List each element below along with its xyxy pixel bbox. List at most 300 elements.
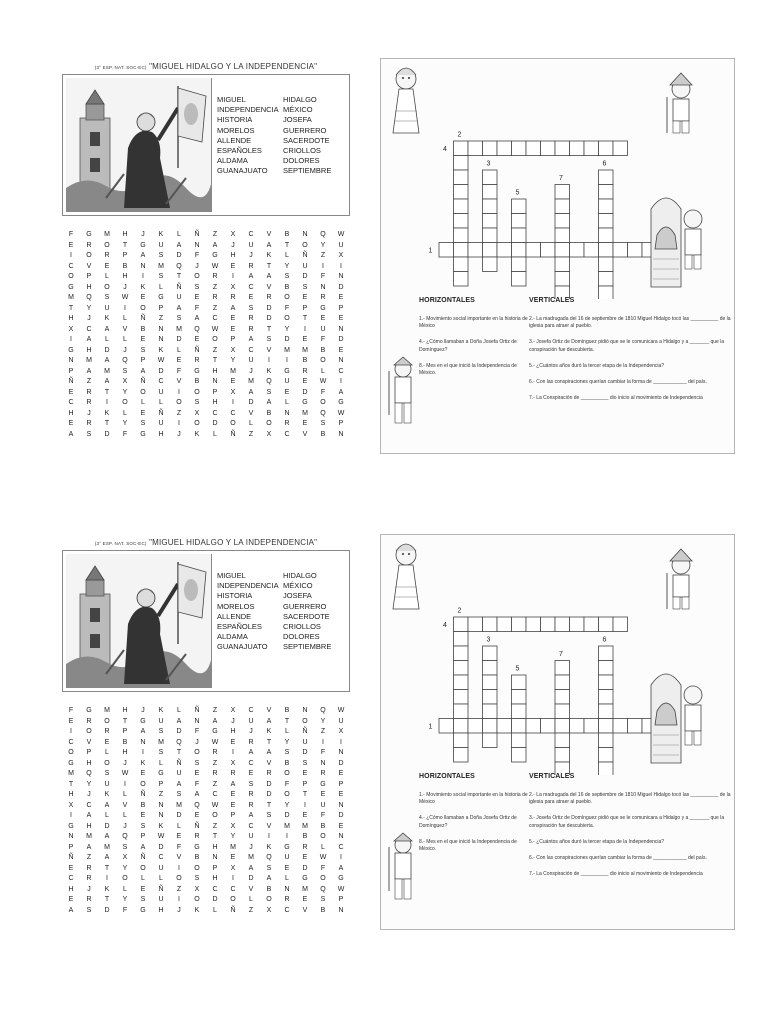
word-search-letter[interactable]: X: [338, 252, 344, 259]
word-search-letter[interactable]: H: [212, 843, 218, 851]
word-search-letter[interactable]: Y: [230, 357, 236, 364]
crossword-cell[interactable]: [526, 719, 541, 734]
crossword-cell[interactable]: [555, 704, 570, 719]
word-search-letter[interactable]: O: [320, 875, 326, 882]
crossword-cell[interactable]: [555, 719, 570, 734]
word-search-letter[interactable]: S: [86, 906, 92, 914]
crossword-cell[interactable]: [454, 675, 469, 690]
crossword-cell[interactable]: [555, 272, 570, 287]
crossword-cell[interactable]: [454, 170, 469, 185]
word-search-letter[interactable]: E: [302, 812, 308, 819]
word-search-letter[interactable]: E: [194, 812, 200, 819]
word-search-letter[interactable]: M: [284, 346, 290, 354]
word-search-letter[interactable]: L: [321, 367, 325, 375]
word-search-letter[interactable]: B: [194, 854, 200, 861]
word-search-letter[interactable]: Q: [266, 854, 272, 861]
word-search-letter[interactable]: N: [338, 801, 344, 809]
word-search-letter[interactable]: W: [337, 707, 345, 714]
word-search-letter[interactable]: R: [248, 801, 254, 809]
word-search-letter[interactable]: U: [302, 738, 308, 746]
word-search-letter[interactable]: O: [302, 241, 308, 249]
word-search-letter[interactable]: I: [340, 854, 342, 861]
word-search-letter[interactable]: E: [320, 791, 326, 798]
word-search-letter[interactable]: P: [86, 749, 92, 756]
word-search-letter[interactable]: P: [230, 336, 236, 343]
word-search-letter[interactable]: B: [122, 262, 128, 270]
word-search-letter[interactable]: Z: [212, 707, 218, 714]
word-search-letter[interactable]: R: [248, 315, 254, 322]
word-search-letter[interactable]: L: [123, 409, 127, 417]
word-search-letter[interactable]: E: [230, 801, 236, 809]
word-search-letter[interactable]: T: [68, 780, 74, 788]
word-search-letter[interactable]: M: [104, 707, 110, 714]
word-search-letter[interactable]: M: [68, 770, 74, 777]
word-search-letter[interactable]: O: [320, 357, 326, 364]
word-search-letter[interactable]: D: [248, 875, 254, 882]
word-search-letter[interactable]: I: [340, 738, 342, 746]
word-search-letter[interactable]: U: [320, 325, 326, 333]
word-search-letter[interactable]: E: [230, 854, 236, 861]
word-search-letter[interactable]: Z: [86, 378, 92, 385]
word-search-letter[interactable]: F: [194, 780, 200, 788]
word-search-letter[interactable]: T: [122, 241, 128, 249]
word-search-letter[interactable]: O: [122, 875, 128, 882]
word-search-letter[interactable]: I: [70, 812, 72, 819]
word-search-letter[interactable]: P: [230, 812, 236, 819]
word-search-letter[interactable]: K: [158, 346, 164, 354]
word-search-letter[interactable]: I: [106, 399, 108, 406]
word-search-letter[interactable]: V: [266, 283, 272, 291]
crossword-cell[interactable]: [454, 704, 469, 719]
word-search-letter[interactable]: O: [230, 896, 236, 903]
word-search-letter[interactable]: C: [212, 791, 218, 798]
word-search-letter[interactable]: G: [68, 283, 74, 291]
word-search-letter[interactable]: K: [104, 409, 110, 417]
word-search-letter[interactable]: O: [68, 749, 74, 756]
crossword-cell[interactable]: [483, 243, 498, 258]
word-search-letter[interactable]: N: [158, 812, 164, 819]
word-search-letter[interactable]: E: [104, 262, 110, 270]
word-search-letter[interactable]: J: [249, 252, 253, 259]
word-search-letter[interactable]: O: [104, 717, 110, 725]
word-search-letter[interactable]: A: [104, 325, 110, 333]
word-search-letter[interactable]: L: [105, 812, 109, 819]
word-search-letter[interactable]: A: [104, 357, 110, 364]
crossword-cell[interactable]: [497, 617, 512, 632]
word-search-letter[interactable]: S: [194, 875, 200, 882]
word-search-letter[interactable]: Ñ: [194, 231, 200, 238]
word-search-letter[interactable]: E: [302, 896, 308, 903]
word-search-letter[interactable]: D: [104, 822, 110, 830]
word-search-letter[interactable]: M: [302, 822, 308, 830]
word-search-letter[interactable]: N: [158, 336, 164, 343]
crossword-cell[interactable]: [454, 199, 469, 214]
word-search-letter[interactable]: R: [86, 241, 92, 249]
word-search-letter[interactable]: N: [302, 231, 308, 238]
word-search-letter[interactable]: A: [104, 854, 110, 861]
word-search-letter[interactable]: U: [158, 717, 164, 725]
word-search-letter[interactable]: D: [158, 843, 164, 851]
word-search-letter[interactable]: I: [322, 738, 324, 746]
crossword-cell[interactable]: [468, 243, 483, 258]
word-search-letter[interactable]: H: [122, 273, 128, 280]
word-search-letter[interactable]: N: [338, 833, 344, 840]
word-search-letter[interactable]: W: [211, 801, 219, 809]
word-search-letter[interactable]: S: [122, 843, 128, 851]
word-search-letter[interactable]: S: [158, 252, 164, 259]
word-search-letter[interactable]: A: [140, 367, 146, 375]
word-search-letter[interactable]: Q: [320, 885, 326, 893]
word-search-letter[interactable]: L: [123, 885, 127, 893]
word-search-letter[interactable]: F: [194, 252, 200, 259]
word-search-letter[interactable]: Q: [194, 325, 200, 333]
word-search-letter[interactable]: D: [266, 315, 272, 322]
word-search-letter[interactable]: U: [320, 801, 326, 809]
word-search-letter[interactable]: D: [212, 420, 218, 427]
word-search-letter[interactable]: W: [157, 833, 165, 840]
word-search-letter[interactable]: B: [320, 430, 326, 438]
word-search-letter[interactable]: B: [284, 759, 290, 767]
word-search-letter[interactable]: L: [249, 896, 253, 903]
word-search-letter[interactable]: L: [159, 283, 163, 291]
word-search-letter[interactable]: L: [177, 822, 181, 830]
word-search-letter[interactable]: E: [68, 896, 74, 903]
word-search-letter[interactable]: V: [266, 759, 272, 767]
word-search-letter[interactable]: E: [140, 294, 146, 301]
word-search-letter[interactable]: D: [104, 346, 110, 354]
word-search-letter[interactable]: H: [212, 399, 218, 406]
word-search-letter[interactable]: D: [266, 791, 272, 798]
word-search-letter[interactable]: G: [158, 294, 164, 301]
crossword-cell[interactable]: [497, 141, 512, 156]
word-search-letter[interactable]: L: [177, 707, 181, 714]
word-search-letter[interactable]: D: [176, 336, 182, 343]
word-search-letter[interactable]: C: [158, 854, 164, 861]
word-search-letter[interactable]: M: [248, 854, 254, 861]
word-search-letter[interactable]: P: [338, 420, 344, 427]
word-search-letter[interactable]: A: [266, 749, 272, 756]
word-search-letter[interactable]: T: [266, 325, 272, 333]
word-search-letter[interactable]: E: [302, 854, 308, 861]
word-search-letter[interactable]: S: [320, 420, 326, 427]
word-search-letter[interactable]: V: [266, 707, 272, 714]
word-search-letter[interactable]: O: [104, 759, 110, 767]
crossword-cell[interactable]: [483, 228, 498, 243]
word-search-letter[interactable]: Z: [212, 346, 218, 354]
word-search-letter[interactable]: I: [268, 833, 270, 840]
word-search-letter[interactable]: E: [338, 770, 344, 777]
word-search-letter[interactable]: R: [194, 357, 200, 364]
word-search-letter[interactable]: W: [211, 325, 219, 333]
word-search-letter[interactable]: D: [338, 283, 344, 291]
word-search-letter[interactable]: E: [248, 294, 254, 301]
word-search-letter[interactable]: Ñ: [158, 885, 164, 893]
word-search-letter[interactable]: I: [304, 801, 306, 809]
crossword-cell[interactable]: [613, 719, 628, 734]
crossword-cell[interactable]: [454, 719, 469, 734]
word-search-letter[interactable]: K: [140, 759, 146, 767]
word-search-letter[interactable]: B: [284, 707, 290, 714]
word-search-letter[interactable]: R: [230, 294, 236, 301]
word-search-letter[interactable]: O: [284, 294, 290, 301]
word-search-letter[interactable]: N: [212, 854, 218, 861]
word-search-letter[interactable]: H: [86, 346, 92, 354]
word-search-letter[interactable]: H: [158, 430, 164, 438]
word-search-letter[interactable]: N: [338, 430, 344, 438]
word-search-letter[interactable]: C: [158, 378, 164, 385]
word-search-letter[interactable]: I: [124, 304, 126, 312]
word-search-letter[interactable]: Y: [320, 241, 326, 249]
word-search-letter[interactable]: Y: [86, 780, 92, 788]
crossword-cell[interactable]: [599, 243, 614, 258]
word-search-letter[interactable]: F: [320, 273, 326, 280]
word-search-letter[interactable]: W: [121, 294, 129, 301]
word-search-letter[interactable]: E: [320, 315, 326, 322]
word-search-letter[interactable]: G: [140, 241, 146, 249]
crossword-cell[interactable]: [483, 646, 498, 661]
word-search-letter[interactable]: A: [86, 843, 92, 851]
word-search-letter[interactable]: Ñ: [140, 378, 146, 385]
word-search-letter[interactable]: C: [212, 885, 218, 893]
word-search-letter[interactable]: O: [302, 717, 308, 725]
word-search-letter[interactable]: Z: [248, 906, 254, 914]
word-search-letter[interactable]: R: [266, 294, 272, 301]
word-search-letter[interactable]: W: [319, 854, 327, 861]
word-search-letter[interactable]: G: [284, 843, 290, 851]
word-search-letter[interactable]: I: [142, 749, 144, 756]
crossword-cell[interactable]: [454, 156, 469, 171]
word-search-letter[interactable]: T: [284, 241, 290, 249]
crossword-cell[interactable]: [512, 704, 527, 719]
word-search-letter[interactable]: N: [320, 759, 326, 767]
word-search-letter[interactable]: I: [70, 728, 72, 735]
word-search-letter[interactable]: M: [230, 843, 236, 851]
crossword-cell[interactable]: [555, 748, 570, 763]
word-search-letter[interactable]: S: [140, 896, 146, 903]
word-search-letter[interactable]: C: [284, 906, 290, 914]
crossword-cell[interactable]: [483, 733, 498, 748]
word-search-letter[interactable]: H: [212, 367, 218, 375]
word-search-letter[interactable]: E: [284, 864, 290, 872]
word-search-letter[interactable]: G: [68, 822, 74, 830]
word-search-letter[interactable]: O: [284, 315, 290, 322]
word-search-letter[interactable]: S: [140, 346, 146, 354]
word-search-letter[interactable]: E: [68, 864, 74, 872]
crossword-cell[interactable]: [468, 141, 483, 156]
crossword-cell[interactable]: [613, 243, 628, 258]
word-search-letter[interactable]: G: [194, 843, 200, 851]
word-search-letter[interactable]: V: [266, 822, 272, 830]
word-search-letter[interactable]: R: [302, 843, 308, 851]
crossword-cell[interactable]: [483, 141, 498, 156]
word-search-letter[interactable]: V: [176, 378, 182, 385]
crossword-cell[interactable]: [483, 617, 498, 632]
crossword-cell[interactable]: [555, 733, 570, 748]
word-search-letter[interactable]: P: [158, 304, 164, 312]
word-search-letter[interactable]: A: [104, 833, 110, 840]
crossword-cell[interactable]: [599, 704, 614, 719]
crossword-cell[interactable]: [628, 243, 643, 258]
word-search-letter[interactable]: Ñ: [68, 378, 74, 385]
word-search-letter[interactable]: S: [86, 430, 92, 438]
word-search-letter[interactable]: F: [176, 367, 182, 375]
word-search-letter[interactable]: K: [158, 822, 164, 830]
crossword-cell[interactable]: [454, 661, 469, 676]
word-search-letter[interactable]: N: [284, 409, 290, 417]
word-search-letter[interactable]: Q: [86, 294, 92, 301]
word-search-letter[interactable]: Ñ: [230, 906, 236, 914]
crossword-cell[interactable]: [584, 141, 599, 156]
word-search-letter[interactable]: R: [248, 325, 254, 333]
word-search-letter[interactable]: O: [230, 420, 236, 427]
word-search-letter[interactable]: U: [284, 378, 290, 385]
word-search-letter[interactable]: M: [230, 367, 236, 375]
word-search-letter[interactable]: U: [338, 717, 344, 725]
crossword-cell[interactable]: [599, 719, 614, 734]
word-search-letter[interactable]: Y: [122, 388, 128, 396]
word-search-letter[interactable]: Q: [320, 707, 326, 714]
crossword-cell[interactable]: [584, 719, 599, 734]
crossword-cell[interactable]: [526, 617, 541, 632]
crossword-cell[interactable]: [483, 661, 498, 676]
crossword-cell[interactable]: [512, 719, 527, 734]
word-search-letter[interactable]: Y: [230, 833, 236, 840]
word-search-letter[interactable]: H: [86, 822, 92, 830]
word-search-letter[interactable]: D: [176, 812, 182, 819]
word-search-letter[interactable]: S: [266, 812, 272, 819]
word-search-letter[interactable]: T: [104, 388, 110, 396]
word-search-letter[interactable]: A: [248, 273, 254, 280]
word-search-letter[interactable]: Q: [176, 738, 182, 746]
word-search-letter[interactable]: L: [141, 399, 145, 406]
word-search-letter[interactable]: H: [122, 749, 128, 756]
word-search-letter[interactable]: L: [159, 875, 163, 882]
crossword-cell[interactable]: [512, 733, 527, 748]
word-search-letter[interactable]: L: [105, 336, 109, 343]
crossword-cell[interactable]: [599, 272, 614, 287]
word-search-letter[interactable]: X: [194, 409, 200, 417]
word-search-letter[interactable]: J: [195, 262, 199, 270]
word-search-letter[interactable]: E: [248, 770, 254, 777]
word-search-letter[interactable]: S: [194, 759, 200, 767]
word-search-letter[interactable]: W: [211, 738, 219, 746]
word-search-letter[interactable]: O: [284, 791, 290, 798]
word-search-letter[interactable]: X: [122, 854, 128, 861]
word-search-letter[interactable]: T: [266, 801, 272, 809]
word-search-letter[interactable]: G: [86, 707, 92, 714]
word-search-letter[interactable]: R: [86, 896, 92, 903]
word-search-letter[interactable]: M: [104, 843, 110, 851]
word-search-letter[interactable]: D: [104, 906, 110, 914]
word-search-letter[interactable]: E: [230, 791, 236, 798]
word-search-letter[interactable]: E: [230, 378, 236, 385]
word-search-letter[interactable]: E: [104, 738, 110, 746]
word-search-letter[interactable]: T: [104, 864, 110, 872]
word-search-letter[interactable]: F: [320, 812, 326, 819]
word-search-letter[interactable]: B: [140, 801, 146, 809]
crossword-cell[interactable]: [599, 199, 614, 214]
word-search-letter[interactable]: E: [284, 388, 290, 396]
word-search-letter[interactable]: C: [230, 885, 236, 893]
word-search-letter[interactable]: H: [68, 885, 74, 893]
word-search-letter[interactable]: O: [194, 420, 200, 427]
word-search-letter[interactable]: N: [194, 241, 200, 249]
word-search-letter[interactable]: O: [284, 770, 290, 777]
word-search-letter[interactable]: I: [286, 833, 288, 840]
word-search-letter[interactable]: P: [212, 864, 218, 872]
crossword-cell[interactable]: [599, 646, 614, 661]
crossword-cell[interactable]: [512, 214, 527, 229]
word-search-letter[interactable]: U: [302, 262, 308, 270]
word-search-letter[interactable]: C: [86, 325, 92, 333]
crossword-cell[interactable]: [512, 690, 527, 705]
word-search-letter[interactable]: S: [284, 273, 290, 280]
word-search-letter[interactable]: J: [123, 759, 127, 767]
word-search-letter[interactable]: V: [122, 801, 128, 809]
word-search-letter[interactable]: E: [68, 420, 74, 427]
crossword-cell[interactable]: [483, 214, 498, 229]
word-search-letter[interactable]: M: [302, 885, 308, 893]
word-search-letter[interactable]: E: [140, 336, 146, 343]
word-search-letter[interactable]: I: [124, 780, 126, 788]
crossword-cell[interactable]: [454, 748, 469, 763]
word-search-letter[interactable]: Q: [194, 801, 200, 809]
word-search-letter[interactable]: Z: [158, 791, 164, 798]
word-search-letter[interactable]: M: [104, 231, 110, 238]
word-search-letter[interactable]: P: [122, 728, 128, 735]
word-search-letter[interactable]: I: [304, 325, 306, 333]
word-search-letter[interactable]: A: [194, 315, 200, 322]
word-search-letter[interactable]: H: [86, 759, 92, 767]
word-search-letter[interactable]: I: [70, 252, 72, 259]
word-search-letter[interactable]: I: [232, 399, 234, 406]
word-search-letter[interactable]: B: [266, 885, 272, 893]
word-search-letter[interactable]: A: [248, 749, 254, 756]
word-search-letter[interactable]: U: [104, 780, 110, 788]
word-search-letter[interactable]: V: [302, 430, 308, 438]
word-search-letter[interactable]: U: [338, 241, 344, 249]
word-search-letter[interactable]: E: [302, 378, 308, 385]
word-search-letter[interactable]: W: [319, 378, 327, 385]
word-search-letter[interactable]: K: [194, 430, 200, 438]
word-search-letter[interactable]: O: [194, 388, 200, 396]
crossword-cell[interactable]: [613, 141, 628, 156]
word-search-letter[interactable]: I: [286, 357, 288, 364]
crossword-cell[interactable]: [439, 243, 454, 258]
word-search-letter[interactable]: E: [302, 420, 308, 427]
word-search-letter[interactable]: P: [302, 780, 308, 788]
word-search-letter[interactable]: U: [248, 717, 254, 725]
word-search-letter[interactable]: K: [158, 231, 164, 238]
word-search-letter[interactable]: R: [104, 728, 110, 735]
word-search-letter[interactable]: E: [230, 325, 236, 333]
word-search-letter[interactable]: J: [87, 885, 91, 893]
word-search-letter[interactable]: A: [338, 864, 344, 872]
word-search-letter[interactable]: A: [86, 367, 92, 375]
word-search-letter[interactable]: Z: [212, 780, 218, 788]
crossword-cell[interactable]: [584, 243, 599, 258]
word-search-letter[interactable]: T: [212, 833, 218, 840]
crossword-cell[interactable]: [555, 199, 570, 214]
word-search-letter[interactable]: Q: [122, 357, 128, 364]
word-search-letter[interactable]: O: [320, 833, 326, 840]
crossword-cell[interactable]: [454, 733, 469, 748]
word-search-letter[interactable]: E: [302, 294, 308, 301]
crossword-cell[interactable]: [599, 214, 614, 229]
word-search-letter[interactable]: Ñ: [158, 409, 164, 417]
word-search-letter[interactable]: V: [86, 738, 92, 746]
word-search-letter[interactable]: A: [248, 812, 254, 819]
